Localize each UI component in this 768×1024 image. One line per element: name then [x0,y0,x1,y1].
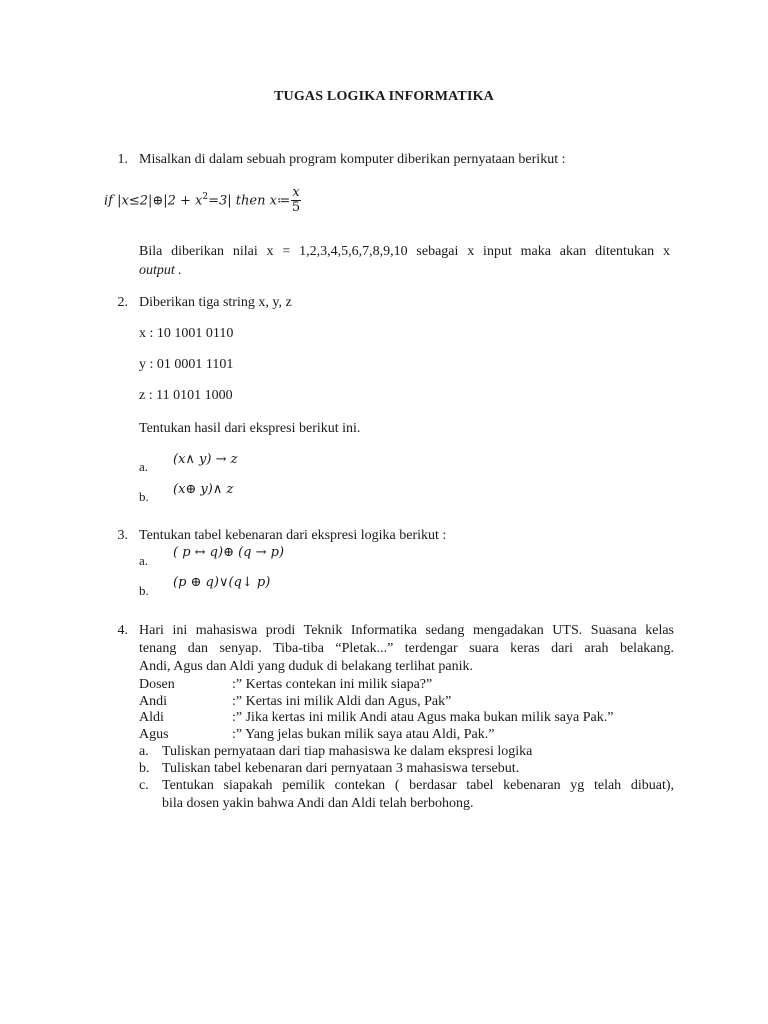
q4-number: 4. [117,623,128,638]
q1-frac-num: x [292,185,300,200]
q1-text: Misalkan di dalam sebuah program komputer diberikan pernyataan berikut : [139,152,566,167]
q2-y-string: y : 01 0001 1101 [139,357,234,372]
q2-a-expression: (x∧ y) → z [173,452,238,467]
q3-number: 3. [117,528,128,543]
q1-formula-mid: =3| then x≔ [208,193,291,209]
q4-dialog-line: :” Kertas ini milik Aldi dan Agus, Pak” [232,694,452,709]
q2-number: 2. [117,295,128,310]
q4-paragraph-line2: tenang dan senyap. Tiba-tiba “Pletak...” terdengar suara keras dari arah belakang. [139,641,674,656]
q4-task-label: b. [139,761,150,776]
q2-text: Diberikan tiga string x, y, z [139,295,292,310]
q4-dialog-speaker: Aldi [139,710,164,725]
q4-task-text: bila dosen yakin bahwa Andi dan Aldi telah berbohong. [162,796,474,811]
q2-instruction: Tentukan hasil dari ekspresi berikut ini. [139,421,361,436]
q4-task-text: Tuliskan pernyataan dari tiap mahasiswa ke dalam ekspresi logika [162,744,533,759]
q4-dialog-line: :” Yang jelas bukan milik saya atau Aldi, Pak.” [232,727,495,742]
q2-b-label: b. [139,489,149,504]
q4-dialog-speaker: Dosen [139,677,175,692]
q3-b-label: b. [139,583,149,598]
q1-formula-sup: 2 [202,191,209,202]
q2-z-string: z : 11 0101 1000 [139,388,233,403]
q1-fraction [291,186,300,216]
q3-a-label: a. [139,553,149,568]
q2-a-label: a. [139,459,149,474]
q1-desc-line2: output . [139,263,182,278]
q4-dialog-speaker: Andi [139,694,167,709]
q1-desc-line1: Bila diberikan nilai x = 1,2,3,4,5,6,7,8,9,10 sebagai x input maka akan ditentukan x [139,244,670,259]
q2-x-string: x : 10 1001 0110 [139,326,234,341]
document-title: TUGAS LOGIKA INFORMATIKA [273,89,494,104]
q3-b-expression: (p ⊕ q)∨(q↓ p) [173,575,271,590]
q3-a-expression: ( p ↔ q)⊕ (q → p) [173,545,285,560]
q4-dialog-line: :” Kertas contekan ini milik siapa?” [232,677,433,692]
q1-formula [104,186,301,216]
q4-task-text: Tentukan siapakah pemilik contekan ( berdasar tabel kebenaran yg telah dibuat), [162,778,674,793]
q4-paragraph-line1: Hari ini mahasiswa prodi Teknik Informatika sedang mengadakan UTS. Suasana kelas [139,623,674,638]
q4-task-label: c. [139,778,149,793]
q4-dialog-line: :” Jika kertas ini milik Andi atau Agus maka bukan milik saya Pak.” [232,710,614,725]
q1-frac-den: 5 [291,200,301,216]
q3-text: Tentukan tabel kebenaran dari ekspresi logika berikut : [139,528,447,543]
q4-paragraph-line3: Andi, Agus dan Aldi yang duduk di belakang terlihat panik. [139,659,474,674]
q4-dialog-speaker: Agus [139,727,169,742]
q4-task-label: a. [139,744,149,759]
q4-task-text: Tuliskan tabel kebenaran dari pernyataan 3 mahasiswa tersebut. [162,761,520,776]
q1-formula-left: if |x≤2|⊕|2 + x [104,193,203,209]
q1-number: 1. [117,152,128,167]
q2-b-expression: (x⊕ y)∧ z [173,482,234,497]
